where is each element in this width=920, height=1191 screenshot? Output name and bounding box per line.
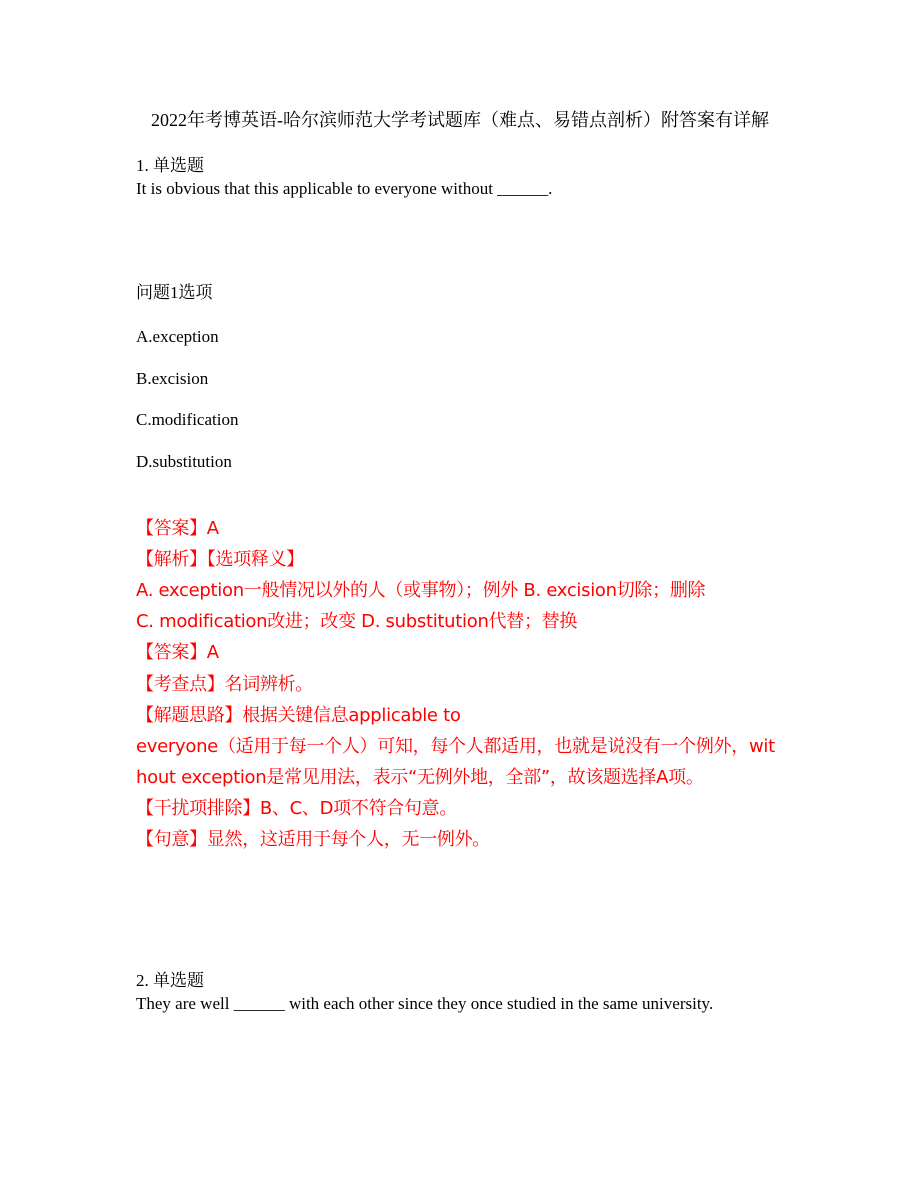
solution-thinking-3: hout exception是常见用法，表示“无例外地，全部”，故该题选择A项。 [136,767,704,788]
option-c: C.modification [136,410,239,429]
analysis-header: 【解析】【选项释义】 [136,549,304,570]
option-gloss-1: A. exception一般情况以外的人（或事物）；例外 B. excision切除；删除 [136,580,706,601]
page-title: 2022年考博英语-哈尔滨师范大学考试题库（难点、易错点剖析）附答案有详解 [151,110,769,130]
solution-thinking-1: 【解题思路】根据关键信息applicable to [136,705,461,726]
test-point: 【考查点】名词辨析。 [136,674,313,695]
question-1-prompt: 问题1选项 [136,283,213,302]
solution-thinking-2: everyone（适用于每一个人）可知，每个人都适用，也就是说没有一个例外，wit [136,736,775,757]
question-2-stem: They are well ______ with each other since they once studied in the same university. [136,994,714,1013]
option-gloss-2: C. modification改进；改变 D. substitution代替；替换 [136,611,578,632]
option-d: D.substitution [136,452,232,471]
question-1-stem: It is obvious that this applicable to everyone without ______. [136,179,553,198]
option-b: B.excision [136,369,209,388]
answer-label: 【答案】A [136,518,219,539]
question-2-type: 2. 单选题 [136,971,204,990]
answer-label-repeat: 【答案】A [136,642,219,663]
distractor-elimination: 【干扰项排除】B、C、D项不符合句意。 [136,798,458,819]
option-a: A.exception [136,327,219,346]
question-1-type: 1. 单选题 [136,156,204,175]
sentence-meaning: 【句意】显然，这适用于每个人，无一例外。 [136,829,490,850]
